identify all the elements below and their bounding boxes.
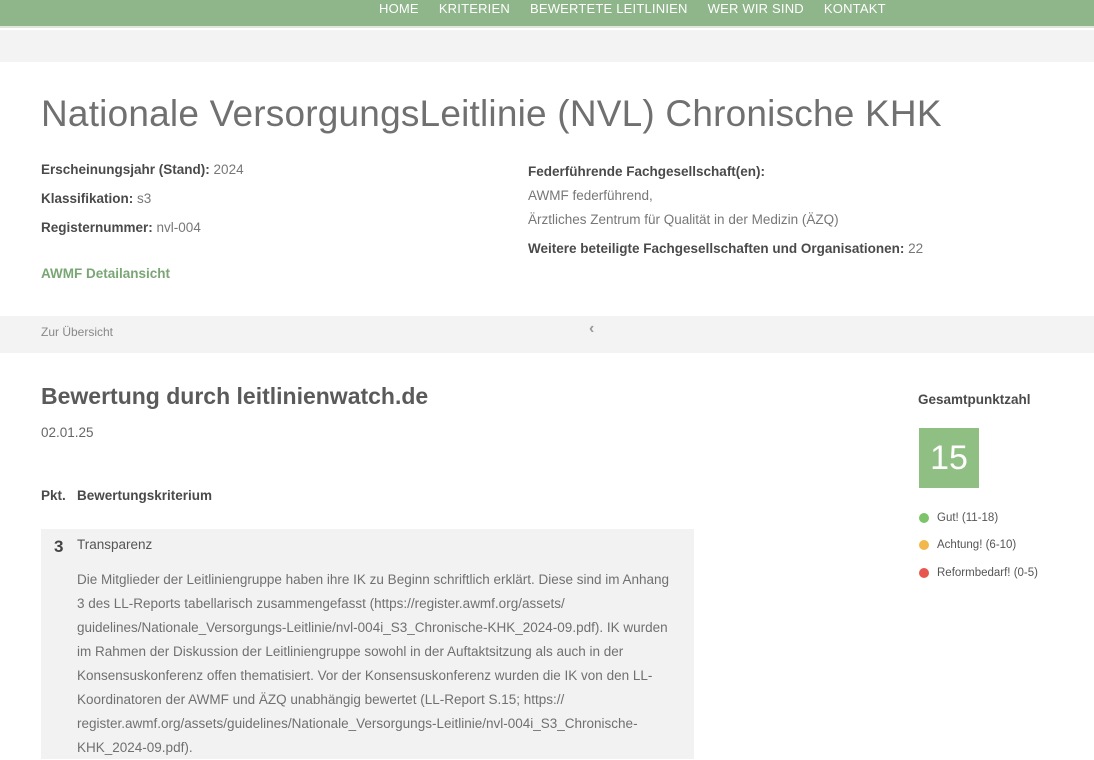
weitere-value: 22 [908,241,924,256]
bewertung-date: 02.01.25 [41,425,94,440]
header-band [0,30,1094,62]
red-dot-icon [919,568,929,578]
column-header-criterion: Bewertungskriterium [77,488,213,503]
criterion-name: Transparenz [77,537,153,552]
klassifikation-label: Klassifikation: [41,191,134,206]
bewertung-title: Bewertung durch leitlinienwatch.de [41,383,429,409]
erscheinungsjahr-value: 2024 [213,162,244,177]
page-title: Nationale VersorgungsLeitlinie (NVL) Chronische KHK [41,93,942,134]
guideline-meta-left [41,160,244,247]
nav-item-kontakt[interactable]: KONTAKT [823,1,886,16]
awmf-detail-link[interactable]: AWMF Detailansicht [41,266,171,281]
federfuehrend-line2: Ärztliches Zentrum für Qualität in der Medizin (ÄZQ) [528,212,839,227]
federfuehrend-label: Federführende Fachgesellschaft(en): [528,164,766,179]
legend-label-achtung: Achtung! (6-10) [937,539,1017,552]
nav-item-kriterien[interactable]: KRITERIEN [438,1,510,16]
legend-item-gut [919,504,1038,532]
meta-registernummer [41,218,244,247]
nav-item-home[interactable]: HOME [379,1,419,16]
legend-label-reformbedarf: Reformbedarf! (0-5) [937,566,1038,579]
nav-item-bewertete-leitlinien[interactable]: BEWERTETE LEITLINIEN [529,1,688,16]
back-to-overview-link[interactable]: Zur Übersicht [41,325,114,339]
nav-menu [379,0,906,18]
yellow-dot-icon [919,540,929,550]
registernummer-value: nvl-004 [156,220,201,235]
top-navigation [0,0,1094,28]
meta-klassifikation [41,189,244,218]
federfuehrend-line1: AWMF federführend, [528,188,653,203]
total-score-label: Gesamtpunktzahl [918,392,1031,407]
chevron-left-icon[interactable]: ‹ [589,320,595,337]
registernummer-label: Registernummer: [41,220,153,235]
nav-item-wer-wir-sind[interactable]: WER WIR SIND [707,1,804,16]
criterion-description: Die Mitglieder der Leitliniengruppe haben ihre IK zu Beginn schriftlich erklärt. Diese sind im Anhang 3 des LL-Reports tabellarisch zusammengefasst (https://register.awmf.org/assets/ guidelines/Nationale_Versorgungs-Leitlinie/nvl-004i_S3_Chronische-KHK_2024-09.pdf). IK wurden im Rahmen der Diskussion der Leitliniengruppe sowohl in der Auftaktsitzung als auch in der Konsensuskonferenz offen thematisiert. Vor der Konsensuskonferenz wurden die IK von den LL-Koordinatoren der AWMF und ÄZQ unabhängig bewertet (LL-Report S.15; https:// register.awmf.org/assets/guidelines/Nationale_Versorgungs-Leitlinie/nvl-004i_S3_Chronische-KHK_2024-09.pdf). [77,572,670,755]
legend-item-reformbedarf [919,559,1038,587]
klassifikation-value: s3 [137,191,152,206]
criterion-score: 3 [54,537,64,556]
weitere-label: Weitere beteiligte Fachgesellschaften und Organisationen: [528,241,905,256]
column-header-points: Pkt. [41,488,66,503]
green-dot-icon [919,513,929,523]
meta-weitere [528,237,923,261]
overview-band [0,316,1094,353]
legend-item-achtung [919,532,1038,560]
total-score-badge: 15 [919,428,979,488]
score-legend [919,504,1038,587]
legend-label-gut: Gut! (11-18) [937,511,999,524]
meta-erscheinungsjahr [41,160,244,189]
guideline-meta-right [528,160,923,261]
erscheinungsjahr-label: Erscheinungsjahr (Stand): [41,162,210,177]
